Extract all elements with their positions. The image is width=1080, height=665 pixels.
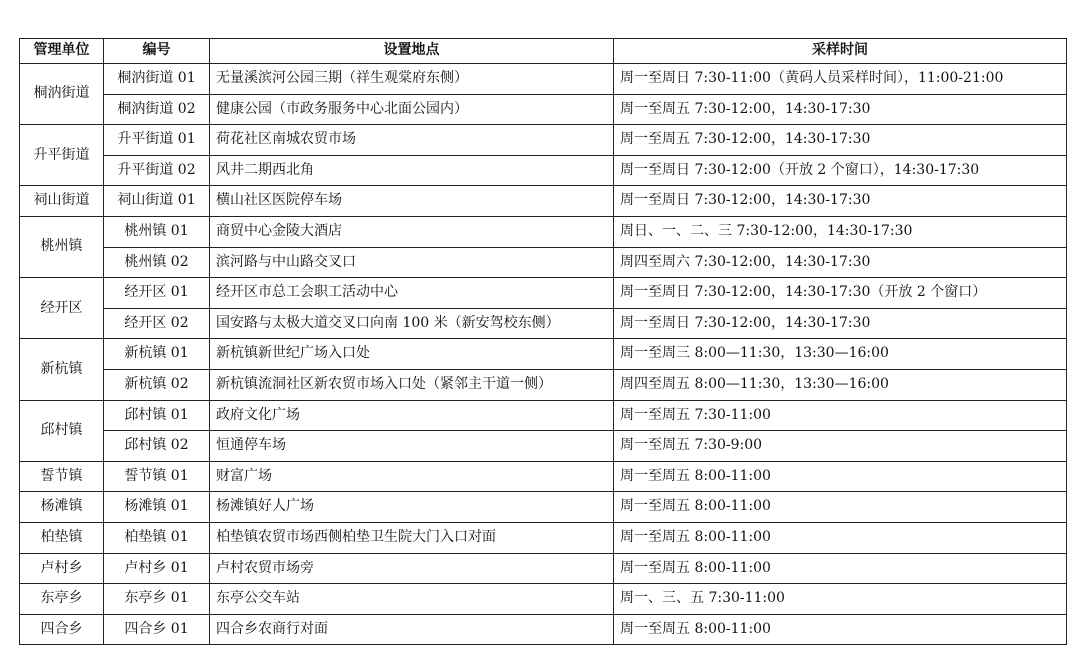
cell-sampling-time: 周一至周日 7:30-12:00，14:30-17:30 (614, 308, 1067, 339)
table-row (20, 431, 1067, 462)
cell-location: 政府文化广场 (210, 400, 614, 431)
cell-code: 桐汭街道 02 (104, 94, 210, 125)
cell-location: 新杭镇新世纪广场入口处 (210, 339, 614, 370)
cell-code: 柏垫镇 01 (104, 522, 210, 553)
cell-location: 滨河路与中山路交叉口 (210, 247, 614, 278)
cell-code: 桐汭街道 01 (104, 64, 210, 95)
cell-sampling-time: 周四至周六 7:30-12:00，14:30-17:30 (614, 247, 1067, 278)
cell-code: 新杭镇 02 (104, 369, 210, 400)
cell-management-unit: 桃州镇 (20, 216, 104, 277)
cell-sampling-time: 周一至周五 7:30-12:00，14:30-17:30 (614, 125, 1067, 156)
cell-management-unit: 柏垫镇 (20, 522, 104, 553)
table-row (20, 614, 1067, 645)
cell-sampling-time: 周一至周五 7:30-11:00 (614, 400, 1067, 431)
cell-location: 商贸中心金陵大酒店 (210, 216, 614, 247)
cell-code: 升平街道 02 (104, 155, 210, 186)
table-row (20, 461, 1067, 492)
table-row (20, 553, 1067, 584)
table-row (20, 339, 1067, 370)
cell-sampling-time: 周一至周五 8:00-11:00 (614, 492, 1067, 523)
cell-code: 祠山街道 01 (104, 186, 210, 217)
cell-management-unit: 四合乡 (20, 614, 104, 645)
cell-location: 新杭镇流洞社区新农贸市场入口处（紧邻主干道一侧） (210, 369, 614, 400)
table-row (20, 492, 1067, 523)
cell-code: 邱村镇 02 (104, 431, 210, 462)
cell-management-unit: 杨滩镇 (20, 492, 104, 523)
table-row (20, 308, 1067, 339)
cell-code: 经开区 02 (104, 308, 210, 339)
cell-sampling-time: 周一至周五 8:00-11:00 (614, 553, 1067, 584)
cell-location: 健康公园（市政务服务中心北面公园内） (210, 94, 614, 125)
table-header-row (20, 39, 1067, 64)
table-row (20, 584, 1067, 615)
table-row (20, 64, 1067, 95)
cell-location: 国安路与太极大道交叉口向南 100 米（新安驾校东侧） (210, 308, 614, 339)
header-code: 编号 (104, 39, 210, 64)
cell-location: 经开区市总工会职工活动中心 (210, 278, 614, 309)
cell-management-unit: 祠山街道 (20, 186, 104, 217)
cell-code: 经开区 01 (104, 278, 210, 309)
cell-code: 新杭镇 01 (104, 339, 210, 370)
table-row (20, 155, 1067, 186)
cell-location: 无量溪滨河公园三期（祥生观棠府东侧） (210, 64, 614, 95)
cell-sampling-time: 周一至周日 7:30-12:00，14:30-17:30 (614, 186, 1067, 217)
cell-sampling-time: 周一、三、五 7:30-11:00 (614, 584, 1067, 615)
cell-location: 风井二期西北角 (210, 155, 614, 186)
table-row (20, 94, 1067, 125)
table-row (20, 216, 1067, 247)
cell-code: 杨滩镇 01 (104, 492, 210, 523)
cell-sampling-time: 周四至周五 8:00—11:30，13:30—16:00 (614, 369, 1067, 400)
table-row (20, 247, 1067, 278)
cell-code: 桃州镇 02 (104, 247, 210, 278)
cell-management-unit: 邱村镇 (20, 400, 104, 461)
cell-location: 恒通停车场 (210, 431, 614, 462)
cell-sampling-time: 周一至周日 7:30-12:00，14:30-17:30（开放 2 个窗口） (614, 278, 1067, 309)
cell-management-unit: 新杭镇 (20, 339, 104, 400)
table-row (20, 125, 1067, 156)
header-location: 设置地点 (210, 39, 614, 64)
cell-location: 柏垫镇农贸市场西侧柏垫卫生院大门入口对面 (210, 522, 614, 553)
cell-sampling-time: 周一至周五 7:30-12:00，14:30-17:30 (614, 94, 1067, 125)
cell-code: 升平街道 01 (104, 125, 210, 156)
cell-management-unit: 桐汭街道 (20, 64, 104, 125)
cell-sampling-time: 周一至周三 8:00—11:30，13:30—16:00 (614, 339, 1067, 370)
cell-sampling-time: 周日、一、二、三 7:30-12:00，14:30-17:30 (614, 216, 1067, 247)
header-unit: 管理单位 (20, 39, 104, 64)
cell-code: 誓节镇 01 (104, 461, 210, 492)
cell-code: 邱村镇 01 (104, 400, 210, 431)
cell-location: 东亭公交车站 (210, 584, 614, 615)
cell-sampling-time: 周一至周五 8:00-11:00 (614, 461, 1067, 492)
table-row (20, 369, 1067, 400)
cell-management-unit: 经开区 (20, 278, 104, 339)
cell-location: 荷花社区南城农贸市场 (210, 125, 614, 156)
table-row (20, 186, 1067, 217)
cell-location: 横山社区医院停车场 (210, 186, 614, 217)
cell-location: 杨滩镇好人广场 (210, 492, 614, 523)
cell-management-unit: 东亭乡 (20, 584, 104, 615)
cell-code: 卢村乡 01 (104, 553, 210, 584)
header-time: 采样时间 (614, 39, 1067, 64)
cell-sampling-time: 周一至周五 7:30-9:00 (614, 431, 1067, 462)
table-row (20, 400, 1067, 431)
table-row (20, 522, 1067, 553)
cell-management-unit: 卢村乡 (20, 553, 104, 584)
cell-code: 桃州镇 01 (104, 216, 210, 247)
cell-sampling-time: 周一至周日 7:30-12:00（开放 2 个窗口），14:30-17:30 (614, 155, 1067, 186)
cell-sampling-time: 周一至周五 8:00-11:00 (614, 522, 1067, 553)
cell-management-unit: 升平街道 (20, 125, 104, 186)
table-body (20, 64, 1067, 645)
cell-sampling-time: 周一至周日 7:30-11:00（黄码人员采样时间），11:00-21:00 (614, 64, 1067, 95)
cell-location: 财富广场 (210, 461, 614, 492)
table-row (20, 278, 1067, 309)
cell-code: 四合乡 01 (104, 614, 210, 645)
cell-location: 四合乡农商行对面 (210, 614, 614, 645)
cell-location: 卢村农贸市场旁 (210, 553, 614, 584)
sampling-schedule-table (19, 38, 1067, 645)
cell-management-unit: 誓节镇 (20, 461, 104, 492)
cell-sampling-time: 周一至周五 8:00-11:00 (614, 614, 1067, 645)
cell-code: 东亭乡 01 (104, 584, 210, 615)
